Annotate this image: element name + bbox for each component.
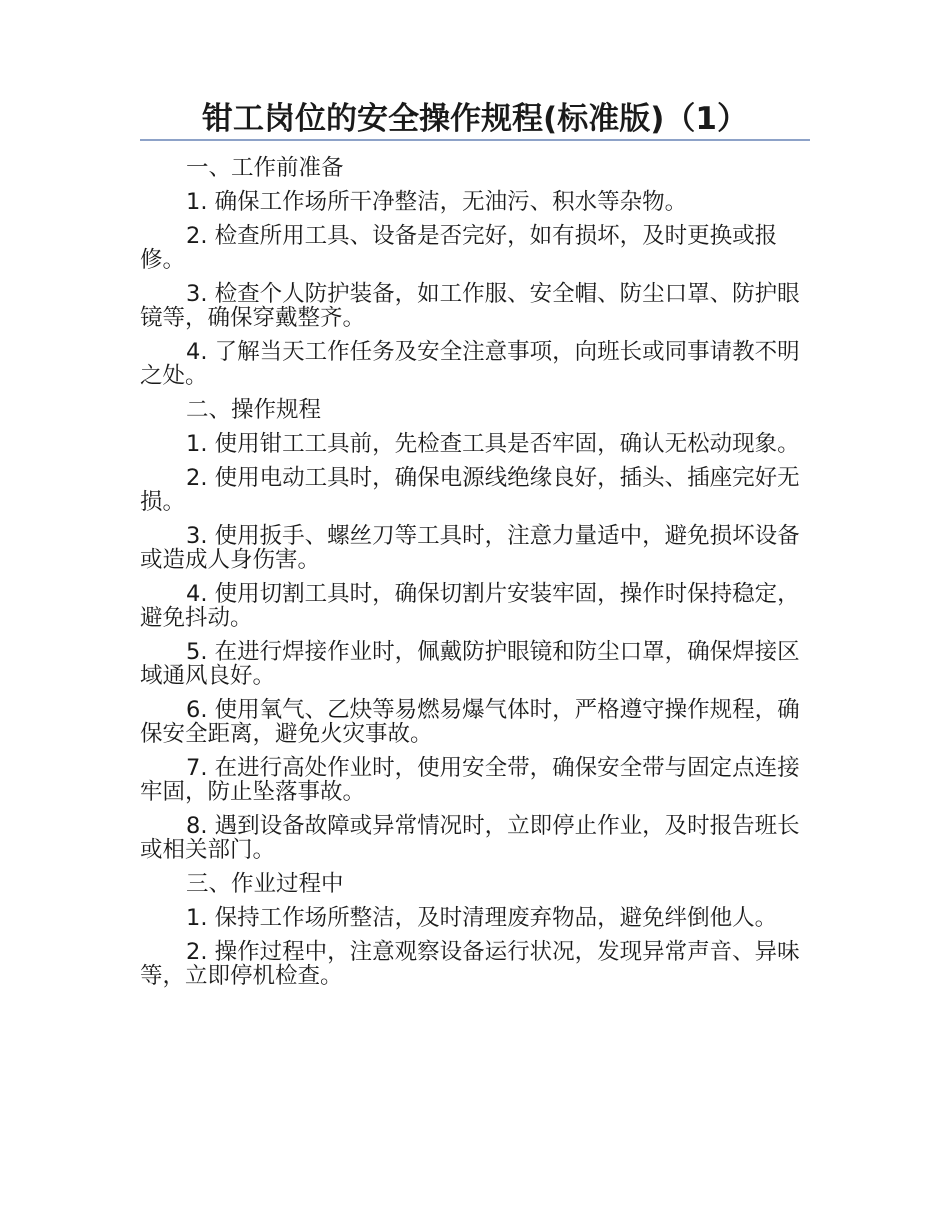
section-heading: 三、作业过程中 [186, 871, 344, 897]
list-item: 1. 确保工作场所干净整洁，无油污、积水等杂物。 [186, 189, 688, 215]
document-body [140, 156, 810, 998]
list-item: 5. 在进行焊接作业时，佩戴防护眼镜和防尘口罩，确保焊接区域通风良好。 [140, 639, 800, 689]
list-item: 4. 了解当天工作任务及安全注意事项，向班长或同事请教不明之处。 [140, 339, 800, 389]
title-underline [140, 139, 810, 141]
document-title: 钳工岗位的安全操作规程(标准版)（1） [202, 101, 748, 137]
list-item: 3. 检查个人防护装备，如工作服、安全帽、防尘口罩、防护眼镜等，确保穿戴整齐。 [140, 281, 800, 331]
list-item: 1. 使用钳工工具前，先检查工具是否牢固，确认无松动现象。 [186, 431, 800, 457]
list-item: 2. 检查所用工具、设备是否完好，如有损坏，及时更换或报修。 [140, 223, 778, 273]
list-item: 8. 遇到设备故障或异常情况时，立即停止作业，及时报告班长或相关部门。 [140, 813, 800, 863]
list-item: 4. 使用切割工具时，确保切割片安装牢固，操作时保持稳定，避免抖动。 [140, 581, 800, 631]
list-item: 1. 保持工作场所整洁，及时清理废弃物品，避免绊倒他人。 [186, 905, 778, 931]
list-item: 6. 使用氧气、乙炔等易燃易爆气体时，严格遵守操作规程，确保安全距离，避免火灾事故。 [140, 697, 800, 747]
list-item: 2. 操作过程中，注意观察设备运行状况，发现异常声音、异味等，立即停机检查。 [140, 939, 800, 989]
section-heading: 二、操作规程 [186, 397, 322, 423]
list-item: 7. 在进行高处作业时，使用安全带，确保安全带与固定点连接牢固，防止坠落事故。 [140, 755, 800, 805]
section-heading: 一、工作前准备 [186, 155, 344, 181]
list-item: 2. 使用电动工具时，确保电源线绝缘良好，插头、插座完好无损。 [140, 465, 800, 515]
list-item: 3. 使用扳手、螺丝刀等工具时，注意力量适中，避免损坏设备或造成人身伤害。 [140, 523, 800, 573]
